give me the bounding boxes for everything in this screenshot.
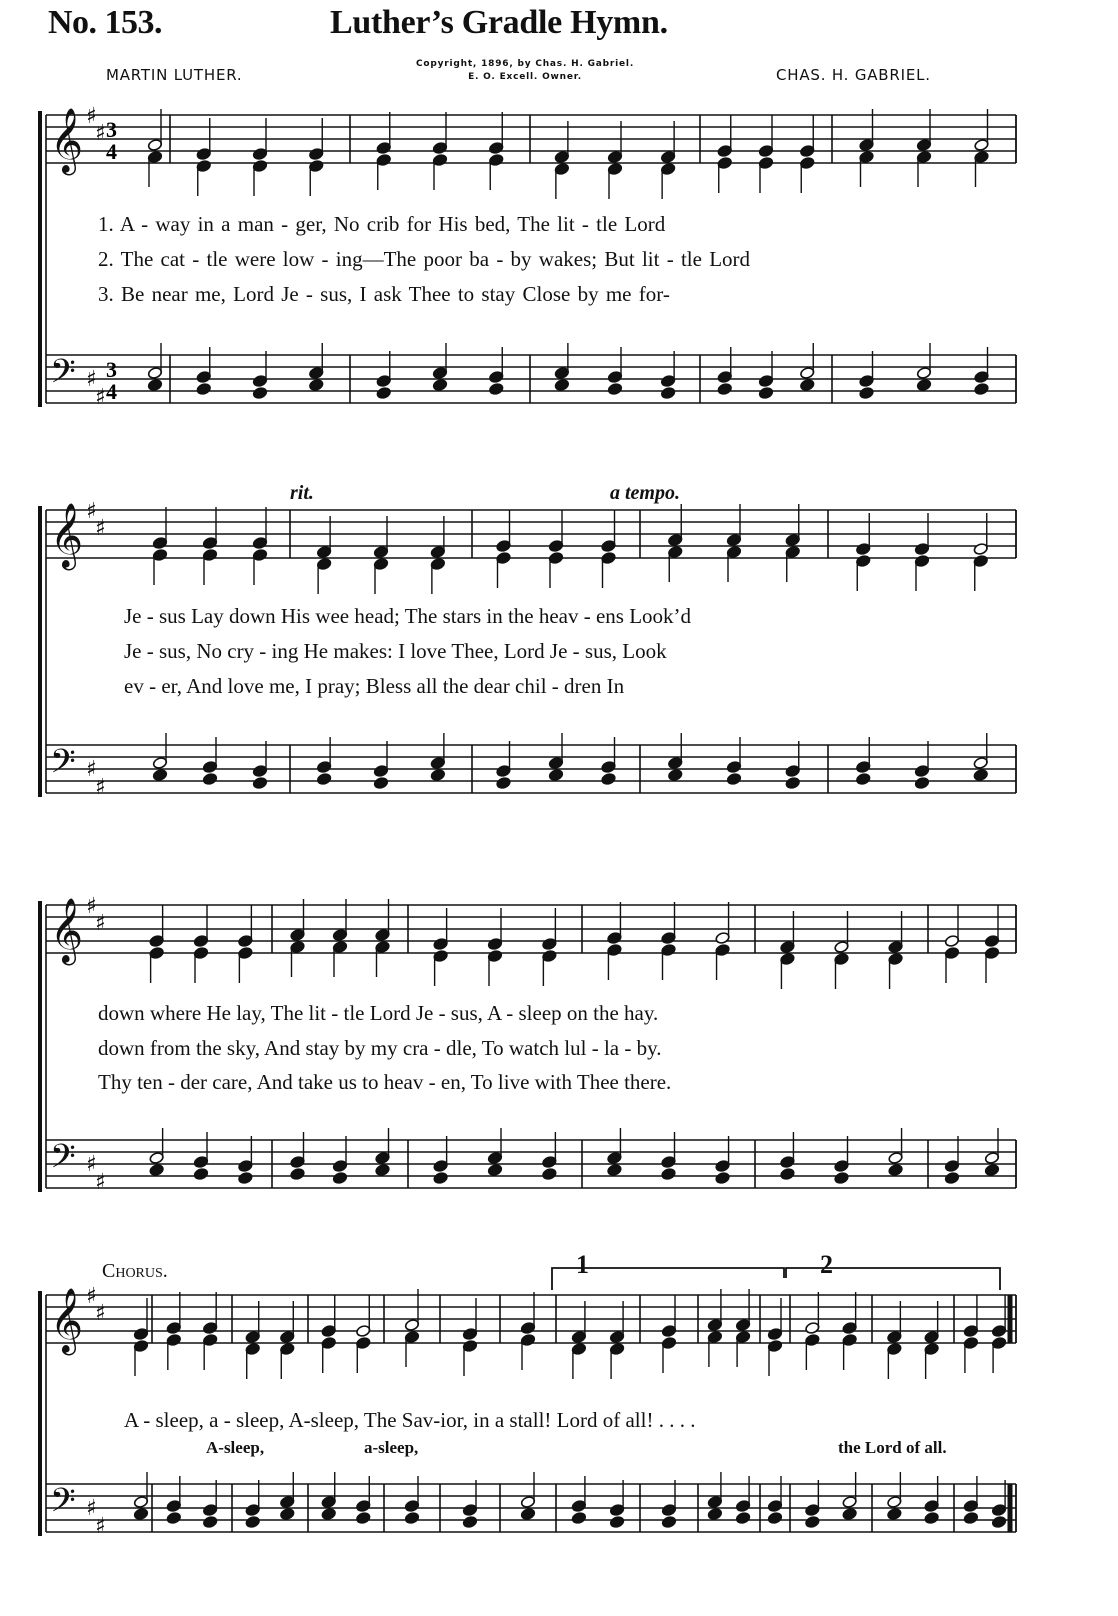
words-author: MARTIN LUTHER. (106, 66, 243, 84)
note-head-icon (309, 378, 324, 391)
key-signature-sharp-icon: ♯ (86, 1152, 97, 1177)
note-head-icon (252, 776, 267, 789)
key-signature-sharp-icon: ♯ (95, 1301, 106, 1326)
note-head-icon (609, 1515, 624, 1528)
note-head-icon (432, 378, 447, 391)
note-head-icon (571, 1511, 586, 1524)
time-signature-top: 3 (106, 117, 117, 142)
bass-clef-icon: 𝄢 (50, 1482, 76, 1528)
note-head-icon (375, 1163, 390, 1176)
note-head-icon (758, 386, 773, 399)
key-signature-sharp-icon: ♯ (86, 104, 97, 129)
note-head-icon (238, 1171, 253, 1184)
ritardando-mark: rit. (290, 482, 314, 504)
note-head-icon (321, 1507, 336, 1520)
note-head-icon (974, 382, 989, 395)
chorus-alto-lyric-2: a-sleep, (364, 1438, 419, 1457)
system-3-verse-1: down where He lay, The lit - tle Lord Je - sus, A - sleep on the hay. (98, 1001, 659, 1025)
system-2-verse-1: Je - sus Lay down His wee head; The stars in the heav - ens Look’d (124, 604, 692, 628)
second-ending-bracket (786, 1268, 1000, 1290)
note-head-icon (356, 1511, 371, 1524)
note-head-icon (601, 772, 616, 785)
key-signature-sharp-icon: ♯ (86, 499, 97, 524)
note-head-icon (152, 768, 167, 781)
note-head-icon (496, 776, 511, 789)
note-head-icon (376, 386, 391, 399)
note-head-icon (462, 1515, 477, 1528)
treble-clef-icon: 𝄞 (50, 503, 84, 568)
note-head-icon (607, 382, 622, 395)
key-signature-sharp-icon: ♯ (86, 757, 97, 782)
time-signature-bottom: 4 (106, 139, 117, 164)
note-head-icon (332, 1171, 347, 1184)
note-head-icon (489, 382, 504, 395)
note-head-icon (834, 1171, 849, 1184)
note-head-icon (373, 776, 388, 789)
note-head-icon (203, 1515, 218, 1528)
key-signature-sharp-icon: ♯ (86, 367, 97, 392)
first-ending-number: 1 (576, 1250, 589, 1279)
note-head-icon (785, 776, 800, 789)
note-head-icon (133, 1507, 148, 1520)
note-head-icon (767, 1511, 782, 1524)
hymn-number: No. 153. (48, 4, 163, 41)
note-head-icon (859, 386, 874, 399)
key-signature-sharp-icon: ♯ (95, 385, 106, 410)
bass-clef-icon: 𝄢 (50, 353, 76, 399)
note-head-icon (963, 1511, 978, 1524)
note-head-icon (252, 386, 267, 399)
note-head-icon (973, 768, 988, 781)
key-signature-sharp-icon: ♯ (95, 911, 106, 936)
key-signature-sharp-icon: ♯ (95, 516, 106, 541)
note-head-icon (800, 378, 815, 391)
note-head-icon (984, 1163, 999, 1176)
key-signature-sharp-icon: ♯ (86, 894, 97, 919)
note-head-icon (660, 386, 675, 399)
note-head-icon (991, 1515, 1006, 1528)
key-signature-sharp-icon: ♯ (95, 1514, 106, 1539)
music-composer: CHAS. H. GABRIEL. (776, 66, 931, 84)
chorus-label: Chorus. (102, 1260, 168, 1282)
note-head-icon (916, 378, 931, 391)
key-signature-sharp-icon: ♯ (95, 1170, 106, 1195)
note-head-icon (520, 1507, 535, 1520)
system-2-verse-3: ev - er, And love me, I pray; Bless all the dear chil - dren In (124, 674, 625, 698)
note-head-icon (548, 768, 563, 781)
note-head-icon (202, 772, 217, 785)
note-head-icon (316, 772, 331, 785)
key-signature-sharp-icon: ♯ (86, 1284, 97, 1309)
note-head-icon (147, 378, 162, 391)
key-signature-sharp-icon: ♯ (95, 121, 106, 146)
note-head-icon (780, 1167, 795, 1180)
treble-clef-icon: 𝄞 (50, 108, 84, 173)
key-signature-sharp-icon: ♯ (86, 1496, 97, 1521)
note-head-icon (196, 382, 211, 395)
note-head-icon (280, 1507, 295, 1520)
note-head-icon (668, 768, 683, 781)
note-head-icon (887, 1507, 902, 1520)
system-1-verse-2: 2. The cat - tle were low - ing—The poor ba - by wakes; But lit - tle Lord (98, 247, 751, 271)
note-head-icon (542, 1167, 557, 1180)
time-signature-bottom: 4 (106, 379, 117, 404)
note-head-icon (856, 772, 871, 785)
copyright-line-1: Copyright, 1896, by Chas. H. Gabriel. (415, 59, 635, 69)
note-head-icon (888, 1163, 903, 1176)
note-head-icon (735, 1511, 750, 1524)
note-head-icon (842, 1507, 857, 1520)
bass-clef-icon: 𝄢 (50, 1138, 76, 1184)
note-head-icon (554, 378, 569, 391)
treble-clef-icon: 𝄞 (50, 1288, 84, 1353)
note-head-icon (944, 1171, 959, 1184)
note-head-icon (487, 1163, 502, 1176)
note-head-icon (245, 1515, 260, 1528)
note-head-icon (166, 1511, 181, 1524)
a-tempo-mark: a tempo. (610, 482, 680, 504)
chorus-alto-lyric-1: A-sleep, (206, 1438, 265, 1457)
note-head-icon (430, 768, 445, 781)
system-3-verse-3: Thy ten - der care, And take us to heav - en, To live with Thee there. (98, 1070, 672, 1094)
note-head-icon (433, 1171, 448, 1184)
note-head-icon (607, 1163, 622, 1176)
system-1-verse-3: 3. Be near me, Lord Je - sus, I ask Thee to stay Close by me for- (98, 282, 670, 306)
treble-clef-icon: 𝄞 (50, 898, 84, 963)
note-head-icon (193, 1167, 208, 1180)
note-head-icon (290, 1167, 305, 1180)
note-head-icon (805, 1515, 820, 1528)
bass-clef-icon: 𝄢 (50, 743, 76, 789)
note-head-icon (404, 1511, 419, 1524)
system-2-verse-2: Je - sus, No cry - ing He makes: I love Thee, Lord Je - sus, Look (124, 639, 667, 663)
system-3-verse-2: down from the sky, And stay by my cra - dle, To watch lul - la - by. (98, 1036, 662, 1060)
second-ending-number: 2 (820, 1250, 833, 1279)
hymn-title: Luther’s Gradle Hymn. (330, 4, 668, 41)
note-head-icon (715, 1171, 730, 1184)
note-head-icon (149, 1163, 164, 1176)
note-head-icon (914, 776, 929, 789)
note-head-icon (661, 1167, 676, 1180)
note-head-icon (924, 1511, 939, 1524)
key-signature-sharp-icon: ♯ (95, 775, 106, 800)
time-signature-top: 3 (106, 357, 117, 382)
copyright-line-2: E. O. Excell. Owner. (468, 72, 582, 82)
note-head-icon (661, 1515, 676, 1528)
chorus-lyric: A - sleep, a - sleep, A-sleep, The Sav-ior, in a stall! Lord of all! . . . . (124, 1408, 696, 1432)
note-head-icon (717, 382, 732, 395)
note-head-icon (707, 1507, 722, 1520)
note-head-icon (726, 772, 741, 785)
chorus-alto-lyric-3: the Lord of all. (838, 1438, 947, 1457)
system-1-verse-1: 1. A - way in a man - ger, No crib for His bed, The lit - tle Lord (98, 212, 666, 236)
